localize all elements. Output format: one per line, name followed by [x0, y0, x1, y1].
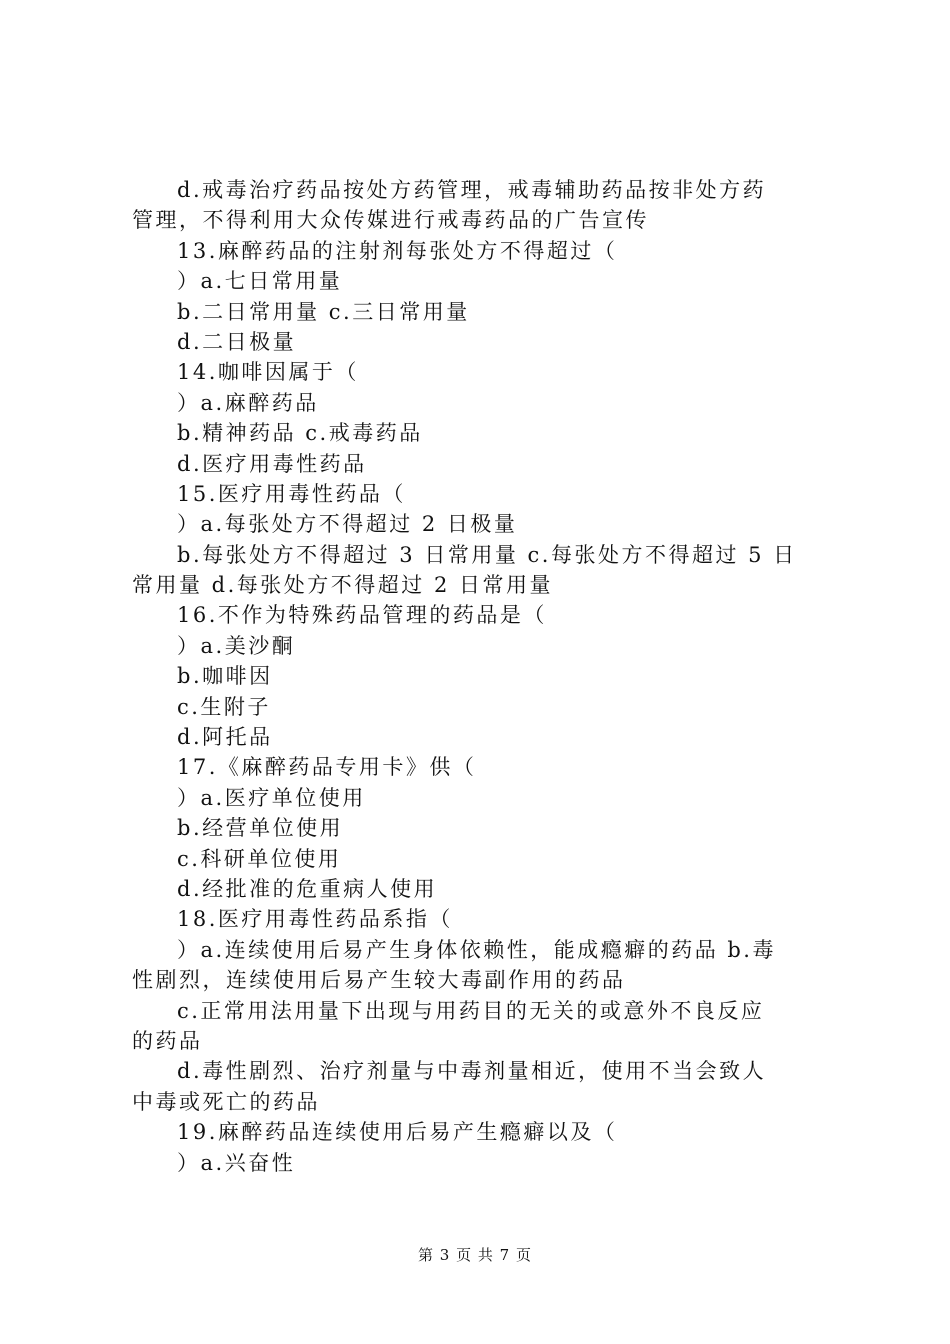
text-line: 管理，不得利用大众传媒进行戒毒药品的广告宣传	[132, 208, 649, 233]
page-footer: 第 3 页 共 7 页	[418, 1246, 532, 1264]
text-line: b.经营单位使用	[177, 816, 344, 841]
text-line: d.毒性剧烈、治疗剂量与中毒剂量相近，使用不当会致人	[177, 1059, 767, 1084]
text-line: ）a.兴奋性	[177, 1150, 296, 1175]
text-line: ）a.美沙酮	[177, 633, 296, 658]
text-line: 中毒或死亡的药品	[132, 1089, 320, 1114]
text-line: c.科研单位使用	[177, 846, 342, 871]
text-line: b.每张处方不得超过 3 日常用量 c.每张处方不得超过 5 日	[177, 542, 797, 567]
text-line: b.咖啡因	[177, 664, 273, 689]
text-line: ）a.每张处方不得超过 2 日极量	[177, 512, 518, 537]
text-line: 14.咖啡因属于（	[177, 360, 359, 385]
text-line: 13.麻醉药品的注射剂每张处方不得超过（	[177, 238, 618, 263]
text-line: d.二日极量	[177, 329, 297, 354]
document-body	[132, 175, 832, 1178]
text-line: ）a.七日常用量	[177, 269, 343, 294]
text-line: c.正常用法用量下出现与用药目的无关的或意外不良反应	[177, 998, 765, 1023]
text-line: 的药品	[132, 1028, 203, 1053]
text-line: 17.《麻醉药品专用卡》供（	[177, 755, 477, 780]
text-line: d.医疗用毒性药品	[177, 451, 367, 476]
text-line: ）a.麻醉药品	[177, 390, 319, 415]
text-line: d.阿托品	[177, 725, 273, 750]
text-line: c.生附子	[177, 694, 271, 719]
text-line: d.戒毒治疗药品按处方药管理，戒毒辅助药品按非处方药	[177, 178, 767, 202]
text-line: ）a.连续使用后易产生身体依赖性，能成瘾癖的药品 b.毒	[177, 937, 776, 962]
text-line: b.二日常用量 c.三日常用量	[177, 299, 470, 324]
text-line: ）a.医疗单位使用	[177, 785, 366, 810]
text-line: 19.麻醉药品连续使用后易产生瘾癖以及（	[177, 1120, 618, 1145]
text-line: 性剧烈，连续使用后易产生较大毒副作用的药品	[132, 968, 626, 993]
text-line: 16.不作为特殊药品管理的药品是（	[177, 603, 547, 628]
text-line: 18.医疗用毒性药品系指（	[177, 907, 453, 932]
text-line: b.精神药品 c.戒毒药品	[177, 421, 423, 446]
text-line: 15.医疗用毒性药品（	[177, 481, 406, 506]
text-line: d.经批准的危重病人使用	[177, 876, 438, 901]
text-line: 常用量 d.每张处方不得超过 2 日常用量	[132, 573, 554, 598]
